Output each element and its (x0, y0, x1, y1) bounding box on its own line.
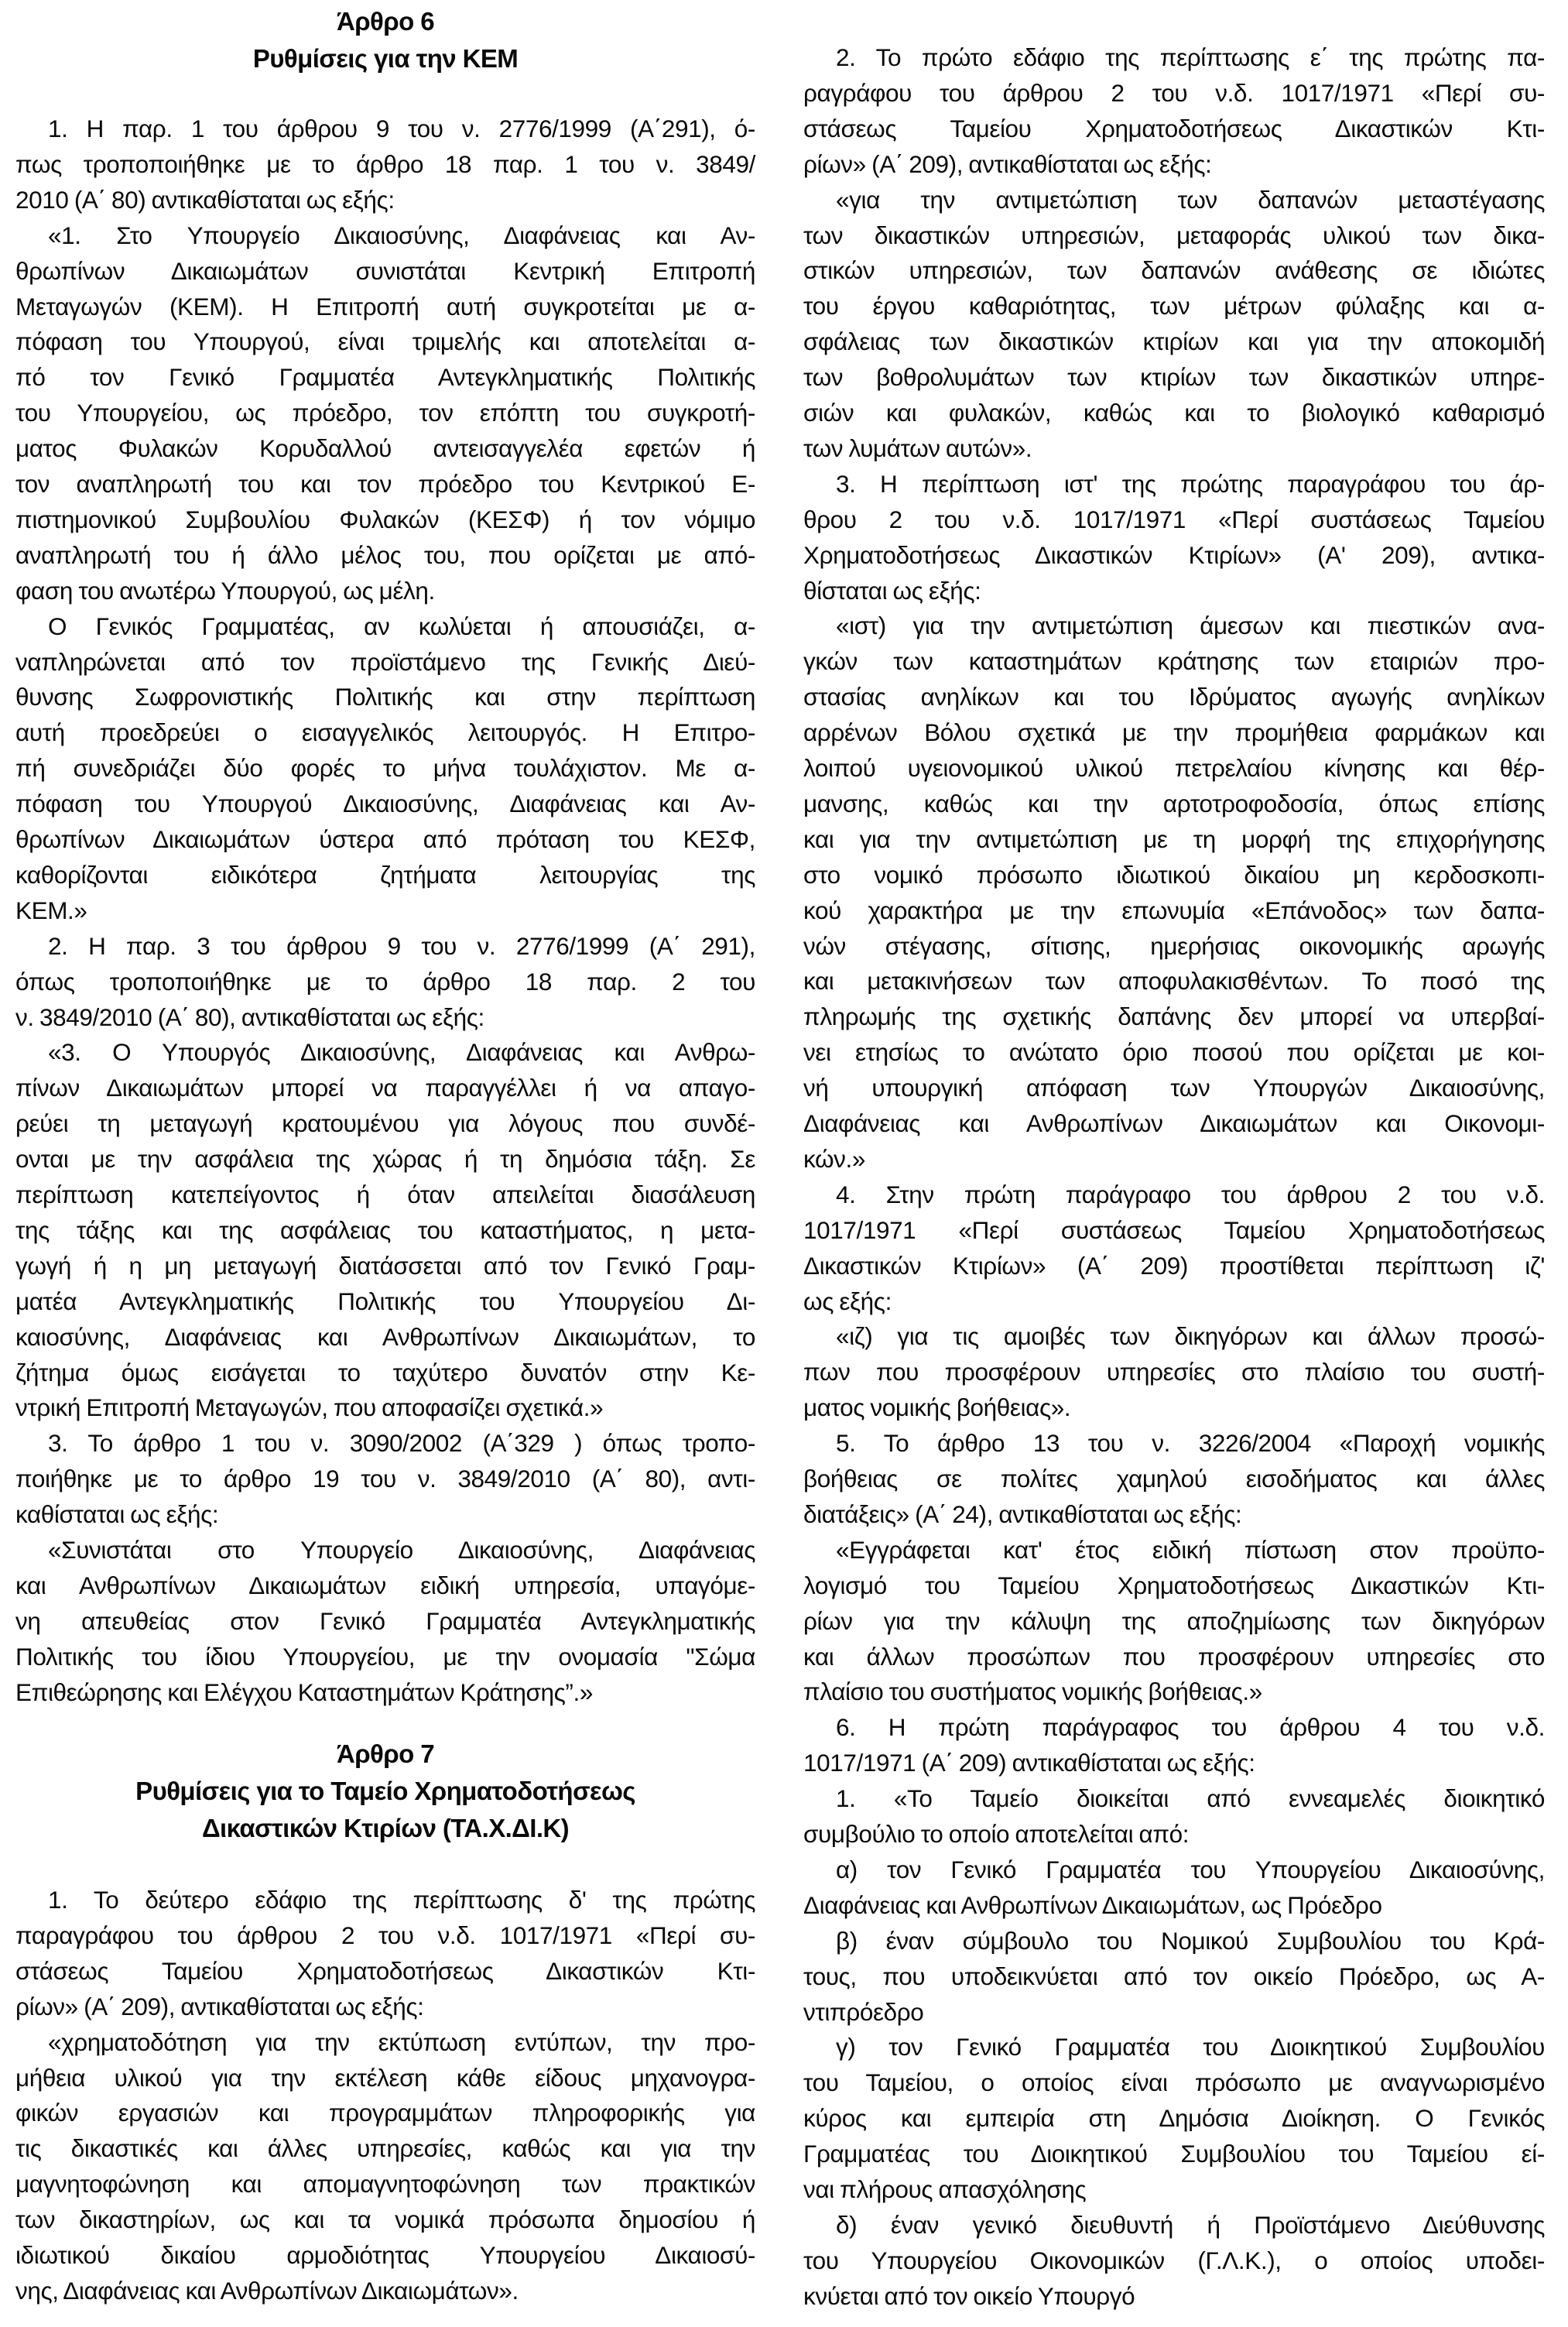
paragraph-line: κνύεται από τον οικείο Υπουργό (803, 2281, 1135, 2310)
paragraph-line: του Ταμείου, ο οποίος είναι πρόσωπο με αναγνωρισμένο (803, 2068, 1545, 2097)
paragraph-line: νή υπουργική απόφαση των Υπουργών Δικαιοσύνης, (803, 1074, 1545, 1102)
paragraph-line: ρίων για την κάλυψη της αποζημίωσης των δικηγόρων (803, 1606, 1545, 1635)
paragraph-line: γωγή ή η μη μεταγωγή διατάσσεται από τον Γενικό Γραμ- (15, 1251, 755, 1280)
paragraph-line: «Συνιστάται στο Υπουργείο Δικαιοσύνης, Διαφάνειας (48, 1536, 755, 1564)
paragraph-line: όπως τροποποιήθηκε με το άρθρο 18 παρ. 2 του (15, 967, 755, 996)
paragraph-line: στικών υπηρεσιών, των δαπανών ανάθεσης σε ιδιώτες (803, 256, 1545, 285)
paragraph-line: ονται με την ασφάλεια της χώρας ή τη δημόσια τάξη. Σε (15, 1145, 755, 1174)
paragraph-line: στασίας ανηλίκων και του Ιδρύματος αγωγής ανηλίκων (803, 683, 1545, 711)
paragraph-line: θυνσης Σωφρονιστικής Πολιτικής και στην περίπτωση (15, 683, 755, 711)
paragraph-line: «Εγγράφεται κατ' έτος ειδική πίστωση στον προϋπο- (836, 1535, 1545, 1564)
paragraph-line: ματος νομικής βοήθειας». (803, 1393, 1071, 1422)
paragraph-line: πό τον Γενικό Γραμματέα Αντεγκληματικής Πολιτικής (15, 363, 755, 392)
paragraph-line: πή συνεδριάζει δύο φορές το μήνα τουλάχιστον. Με α- (15, 754, 755, 783)
paragraph-line: Ο Γενικός Γραμματέας, αν κωλύεται ή απουσιάζει, α- (48, 612, 755, 640)
paragraph-line: 3. Η περίπτωση ιστ' της πρώτης παραγράφου του άρ- (836, 469, 1545, 498)
paragraph-line: και Ανθρωπίνων Δικαιωμάτων ειδική υπηρεσία, υπαγόμε- (15, 1571, 755, 1599)
paragraph-line: 5. Το άρθρο 13 του ν. 3226/2004 «Παροχή νομικής (836, 1429, 1545, 1458)
paragraph-line: ιδιωτικού δικαίου αρμοδιότητας Υπουργείου Δικαιοσύ- (15, 2241, 755, 2269)
article-title-heading: Δικαστικών Κτιρίων (ΤΑ.Χ.ΔΙ.Κ) (201, 1814, 570, 1842)
paragraph-line: ρίων» (Α΄ 209), αντικαθίσταται ως εξής: (803, 149, 1212, 178)
paragraph-line: λογισμό του Ταμείου Χρηματοδοτήσεως Δικαστικών Κτι- (803, 1571, 1545, 1599)
paragraph-line: μήθεια υλικού για την εκτέλεση κάθε είδους μηχανογρα- (15, 2063, 755, 2092)
paragraph-line: μαγνητοφώνηση και απομαγνητοφώνηση των πρακτικών (15, 2170, 755, 2198)
paragraph-line: πόφαση του Υπουργού Δικαιοσύνης, Διαφάνειας και Αν- (15, 790, 755, 818)
paragraph-line: λοιπού υγειονομικού υλικού πετρελαίου κίνησης και θέρ- (803, 754, 1545, 782)
paragraph-line: «χρηματοδότηση για την εκτύπωση εντύπων, την προ- (48, 2027, 755, 2056)
paragraph-line: ματέα Αντεγκληματικής Πολιτικής του Υπουργείου Δι- (15, 1287, 755, 1315)
paragraph-line: 1. Η παρ. 1 του άρθρου 9 του ν. 2776/1999 (Α΄291), ό- (48, 115, 755, 142)
paragraph-line: ρίων» (Α΄ 209), αντικαθίσταται ως εξής: (15, 1992, 424, 2020)
paragraph-line: α) τον Γενικό Γραμματέα του Υπουργείου Δικαιοσύνης, (836, 1855, 1545, 1883)
paragraph-line: και για την αντιμετώπιση με τη μορφή της επιχορήγησης (803, 824, 1545, 853)
paragraph-line: Δικαστικών Κτιρίων» (Α΄ 209) προστίθεται περίπτωση ιζ' (803, 1251, 1545, 1280)
paragraph-line: παραγράφου του άρθρου 2 του ν.δ. 1017/1971 «Περί συ- (15, 1921, 755, 1949)
paragraph-line: καθορίζονται ειδικότερα ζητήματα λειτουργίας της (15, 860, 755, 889)
paragraph-line: Μεταγωγών (ΚΕΜ). Η Επιτροπή αυτή συγκροτείται με α- (15, 292, 755, 320)
paragraph-line: ως εξής: (803, 1287, 892, 1315)
paragraph-line: τους, που υποδεικνύεται από τον οικείο Πρόεδρο, ως Α- (803, 1962, 1545, 1990)
paragraph-line: τον αναπληρωτή του και τον πρόεδρο του Κεντρικού Ε- (15, 470, 755, 498)
paragraph-line: ρεύει τη μεταγωγή κρατουμένου για λόγους που συνδέ- (15, 1109, 755, 1138)
paragraph-line: πληρωμής της σχετικής δαπάνης δεν μπορεί να υπερβαί- (803, 1002, 1545, 1031)
paragraph-line: βοήθειας σε πολίτες χαμηλού εισοδήματος και άλλες (803, 1465, 1545, 1493)
paragraph-line: 6. Η πρώτη παράγραφος του άρθρου 4 του ν.δ. (836, 1713, 1545, 1742)
paragraph-line: 4. Στην πρώτη παράγραφο του άρθρου 2 του ν.δ. (836, 1180, 1545, 1208)
paragraph-line: σιών και φυλακών, καθώς και το βιολογικό καθαρισμό (803, 399, 1545, 427)
paragraph-line: του Υπουργείου Οικονομικών (Γ.Λ.Κ.), ο οποίος υποδει- (803, 2246, 1545, 2274)
paragraph-line: «ιζ) για τις αμοιβές των δικηγόρων και άλλων προσώ- (836, 1322, 1545, 1351)
paragraph-line: γκών των καταστημάτων κράτησης των εταιριών προ- (803, 647, 1545, 676)
paragraph-line: ΚΕΜ.» (15, 896, 87, 924)
paragraph-line: καιοσύνης, Διαφάνειας και Ανθρωπίνων Δικαιωμάτων, το (15, 1322, 755, 1351)
paragraph-line: δ) έναν γενικό διευθυντή ή Προϊστάμενο Διεύθυνσης (836, 2210, 1545, 2239)
paragraph-line: στάσεως Ταμείου Χρηματοδοτήσεως Δικαστικών Κτι- (803, 114, 1545, 142)
paragraph-line: «3. Ο Υπουργός Δικαιοσύνης, Διαφάνειας και Ανθρω- (48, 1038, 755, 1067)
paragraph-line: Χρηματοδοτήσεως Δικαστικών Κτιρίων» (Α' 209), αντικα- (803, 540, 1545, 569)
paragraph-line: ματος Φυλακών Κορυδαλλού αντεισαγγελέα εφετών ή (15, 434, 755, 463)
paragraph-line: αρρένων Βόλου σχετικά με την προμήθεια φαρμάκων και (803, 718, 1545, 747)
paragraph-line: γ) τον Γενικό Γραμματέα του Διοικητικού Συμβουλίου (836, 2033, 1545, 2061)
paragraph-line: του Υπουργείου, ως πρόεδρο, τον επόπτη του συγκροτή- (15, 399, 755, 427)
paragraph-line: 1017/1971 «Περί συστάσεως Ταμείου Χρηματοδοτήσεως (803, 1215, 1545, 1244)
paragraph-line: «για την αντιμετώπιση των δαπανών μεταστέγασης (836, 185, 1545, 214)
paragraph-line: Γραμματέας του Διοικητικού Συμβουλίου του Ταμείου εί- (803, 2140, 1545, 2168)
paragraph-line: πλαίσιο του συστήματος νομικής βοήθειας.» (803, 1678, 1262, 1706)
paragraph-line: και άλλων προσώπων που προσφέρουν υπηρεσίες στο (803, 1642, 1545, 1671)
paragraph-line: στο νομικό πρόσωπο ιδιωτικού δικαίου μη κερδοσκοπι- (803, 860, 1545, 889)
paragraph-line: Πολιτικής του ίδιου Υπουργείου, με την ονομασία "Σώμα (15, 1642, 755, 1671)
article-number-heading: Άρθρο 6 (337, 7, 434, 36)
paragraph-line: νών στέγασης, σίτισης, ημερήσιας οικονομικής αρωγής (803, 931, 1545, 960)
paragraph-line: τις δικαστικές και άλλες υπηρεσίες, καθώς και για την (15, 2134, 755, 2163)
paragraph-line: και μετακινήσεων των αποφυλακισθέντων. Το ποσό της (803, 967, 1545, 996)
paragraph-line: 1. Το δεύτερο εδάφιο της περίπτωσης δ' της πρώτης (48, 1886, 755, 1914)
paragraph-line: κύρος και εμπειρία στη Δημόσια Διοίκηση. Ο Γενικός (803, 2104, 1545, 2133)
paragraph-line: κών.» (803, 1144, 865, 1173)
paragraph-line: πιστημονικού Συμβουλίου Φυλακών (ΚΕΣΦ) ή τον νόμιμο (15, 505, 755, 533)
paragraph-line: του έργου καθαριότητας, των μέτρων φύλαξης και α- (803, 292, 1545, 320)
paragraph-line: ποιήθηκε με το άρθρο 19 του ν. 3849/2010 (Α΄ 80), αντι- (15, 1465, 755, 1493)
paragraph-line: ραγράφου του άρθρου 2 του ν.δ. 1017/1971 «Περί συ- (803, 78, 1545, 107)
paragraph-line: των δικαστικών υπηρεσιών, μεταφοράς υλικού των δικα- (803, 221, 1545, 249)
paragraph-line: πων που προσφέρουν υπηρεσίες στο πλαίσιο του συστή- (803, 1358, 1545, 1386)
paragraph-line: φικών εργασιών και προγραμμάτων πληροφορικής για (15, 2099, 755, 2127)
paragraph-line: ντιπρόεδρο (803, 1997, 924, 2026)
paragraph-line: θίσταται ως εξής: (803, 576, 981, 605)
paragraph-line: β) έναν σύμβουλο του Νομικού Συμβουλίου του Κρά- (836, 1926, 1545, 1955)
paragraph-line: πόφαση του Υπουργού, είναι τριμελής και αποτελείται α- (15, 327, 755, 356)
paragraph-line: θρωπίνων Δικαιωμάτων ύστερα από πρόταση του ΚΕΣΦ, (15, 825, 755, 853)
paragraph-line: 1017/1971 (Α΄ 209) αντικαθίσταται ως εξής: (803, 1749, 1255, 1777)
paragraph-line: θρωπίνων Δικαιωμάτων συνιστάται Κεντρική Επιτροπή (15, 256, 755, 285)
paragraph-line: 2. Το πρώτο εδάφιο της περίπτωσης ε΄ της πρώτης πα- (836, 43, 1545, 71)
paragraph-line: νης, Διαφάνειας και Ανθρωπίνων Δικαιωμάτων». (15, 2276, 519, 2305)
article-title-heading: Ρυθμίσεις για την ΚΕΜ (252, 44, 519, 73)
paragraph-line: 3. Το άρθρο 1 του ν. 3090/2002 (Α΄329 ) όπως τροπο- (48, 1429, 755, 1458)
paragraph-line: της τάξης και της ασφάλειας του καταστήματος, η μετα- (15, 1215, 755, 1244)
paragraph-line: ν. 3849/2010 (Α΄ 80), αντικαθίσταται ως εξής: (15, 1002, 484, 1031)
paragraph-line: ντρική Επιτροπή Μεταγωγών, που αποφασίζει σχετικά.» (15, 1393, 604, 1422)
paragraph-line: θρου 2 του ν.δ. 1017/1971 «Περί συστάσεως Ταμείου (803, 505, 1545, 533)
paragraph-line: 2. Η παρ. 3 του άρθρου 9 του ν. 2776/1999 (Α΄ 291), (48, 931, 755, 960)
paragraph-line: των δικαστηρίων, ως και τα νομικά πρόσωπα δημοσίου ή (15, 2205, 755, 2234)
paragraph-line: καθίσταται ως εξής: (15, 1500, 219, 1529)
paragraph-line: ζήτημα όμως εισάγεται το ταχύτερο δυνατόν στην Κε- (15, 1358, 755, 1386)
paragraph-line: αυτή προεδρεύει ο εισαγγελικός λειτουργός. Η Επιτρο- (15, 718, 755, 747)
paragraph-line: 1. «Το Ταμείο διοικείται από εννεαμελές διοικητικό (836, 1784, 1545, 1813)
paragraph-line: πίνων Δικαιωμάτων μπορεί να παραγγέλλει ή να απαγο- (15, 1074, 755, 1102)
paragraph-line: Επιθεώρησης και Ελέγχου Καταστημάτων Κράτησης”.» (15, 1678, 593, 1706)
paragraph-line: νη απευθείας στον Γενικό Γραμματέα Αντεγκληματικής (15, 1606, 755, 1635)
paragraph-line: Διαφάνειας και Ανθρωπίνων Δικαιωμάτων και Οικονομι- (803, 1109, 1545, 1137)
article-number-heading: Άρθρο 7 (337, 1739, 434, 1768)
paragraph-line: αναπληρωτή του ή άλλο μέλος του, που ορίζεται με από- (15, 540, 755, 569)
paragraph-line: «1. Στο Υπουργείο Δικαιοσύνης, Διαφάνειας και Αν- (48, 221, 755, 249)
paragraph-line: ναπληρώνεται από τον προϊστάμενο της Γενικής Διεύ- (15, 647, 755, 676)
paragraph-line: φαση του ανωτέρω Υπουργού, ως μέλη. (15, 576, 435, 605)
paragraph-line: συμβούλιο το οποίο αποτελείται από: (803, 1820, 1190, 1848)
paragraph-line: διατάξεις» (Α΄ 24), αντικαθίσταται ως εξής: (803, 1499, 1242, 1528)
paragraph-line: 2010 (Α΄ 80) αντικαθίσταται ως εξής: (15, 185, 395, 214)
paragraph-line: «ιστ) για την αντιμετώπιση άμεσων και πιεστικών ανα- (836, 612, 1545, 640)
paragraph-line: κού χαρακτήρα με την επωνυμία «Επάνοδος» των δαπα- (803, 896, 1545, 924)
paragraph-line: των βοθρολυμάτων των κτιρίων των δικαστικών υπηρε- (803, 363, 1545, 392)
paragraph-line: πως τροποποιήθηκε με το άρθρο 18 παρ. 1 του ν. 3849/ (15, 149, 755, 178)
paragraph-line: μανσης, καθώς και την αρτοτροφοδοσία, όπως επίσης (803, 789, 1545, 817)
paragraph-line: ναι πλήρους απασχόλησης (803, 2175, 1087, 2203)
paragraph-line: Διαφάνειας και Ανθρωπίνων Δικαιωμάτων, ως Πρόεδρο (803, 1890, 1382, 1919)
paragraph-line: νει ετησίως το ανώτατο όριο ποσού που ορίζεται με κοι- (803, 1038, 1545, 1067)
article-title-heading: Ρυθμίσεις για το Ταμείο Χρηματοδοτήσεως (135, 1777, 635, 1805)
paragraph-line: σφάλειας των δικαστικών κτιρίων και για την αποκομιδή (803, 327, 1545, 356)
paragraph-line: στάσεως Ταμείου Χρηματοδοτήσεως Δικαστικών Κτι- (15, 1956, 755, 1985)
paragraph-line: των λυμάτων αυτών». (803, 434, 1032, 462)
paragraph-line: περίπτωση κατεπείγοντος ή όταν απειλείται διασάλευση (15, 1181, 755, 1208)
